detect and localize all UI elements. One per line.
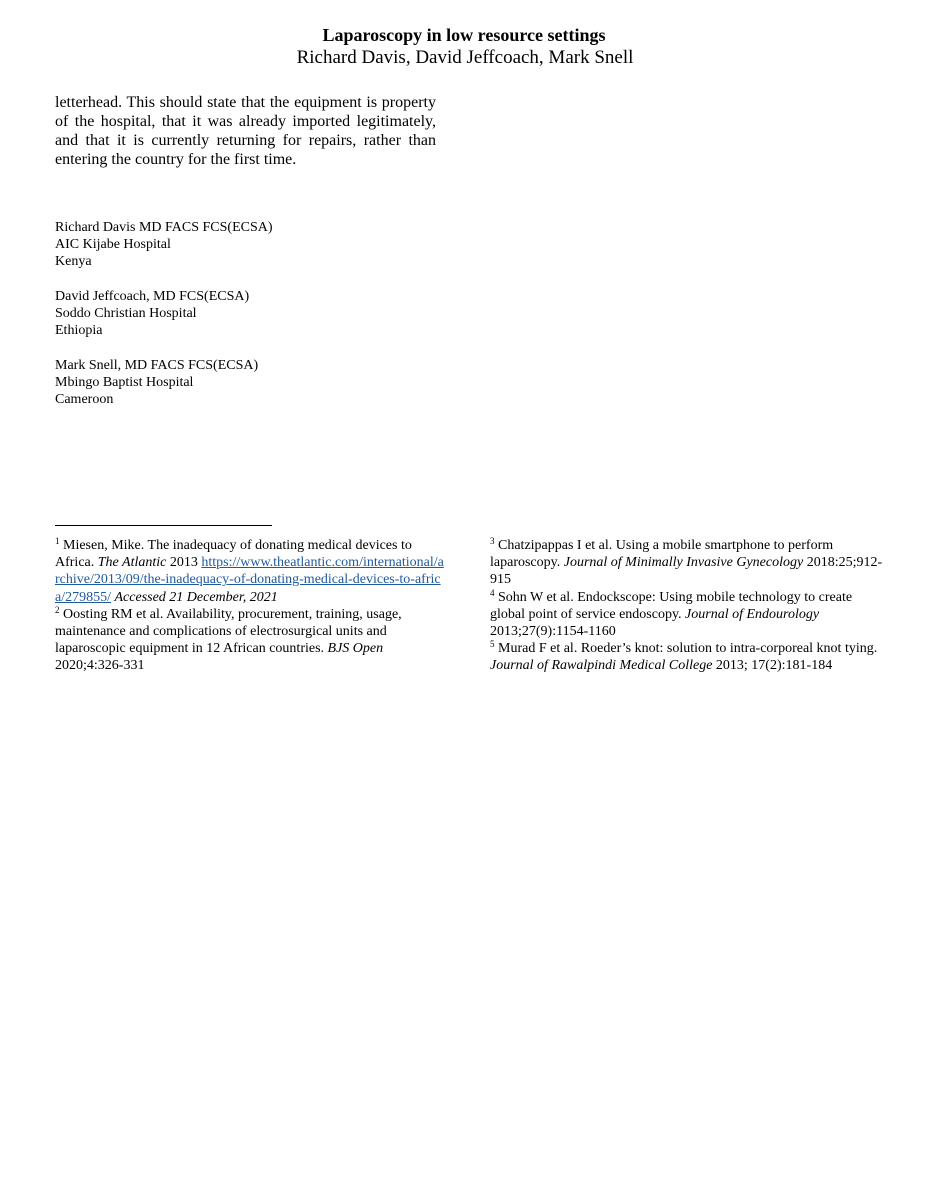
footnote-number: 3: [490, 536, 495, 546]
footnote-text: Murad F et al. Roeder’s knot: solution to intra-corporeal knot tying.: [498, 641, 878, 657]
footnote-number: 1: [55, 536, 60, 546]
affiliation-country: Cameroon: [55, 392, 114, 407]
affiliation-institution: Soddo Christian Hospital: [55, 306, 197, 321]
footnote-number: 2: [55, 604, 60, 615]
footnote-4: [490, 589, 885, 641]
affiliation-name: Richard Davis MD FACS FCS(ECSA): [55, 220, 273, 235]
page-authors: Richard Davis, David Jeffcoach, Mark Snell: [296, 47, 634, 68]
footnote-3: [490, 537, 885, 589]
footnote-number: 5: [490, 639, 495, 650]
footnote-url-link[interactable]: https://www.theatlantic.com/international/archive/2013/09/the-inadequacy-of-donating-medical-devices-to-africa/279855/: [55, 555, 444, 605]
affiliation-institution: AIC Kijabe Hospital: [55, 237, 171, 252]
footnote-1: [55, 537, 445, 606]
footnote-journal: BJS Open: [327, 641, 384, 657]
footnote-2: [55, 606, 445, 675]
footnote-5: [490, 640, 885, 674]
footnote-journal: Journal of Minimally Invasive Gynecology: [563, 555, 804, 571]
footnote-citation: 2020;4:326-331: [55, 658, 145, 674]
affiliation-country: Kenya: [55, 254, 92, 269]
affiliation-block: [55, 219, 273, 270]
footnote-citation: 2013; 17(2):181-184: [715, 658, 833, 674]
footnote-text: Sohn W et al. Endockscope: Using mobile technology to create global point of service endoscopy.: [490, 589, 853, 622]
footnotes-left-column: [55, 537, 445, 675]
page-header: [0, 24, 926, 70]
affiliation-country: Ethiopia: [55, 323, 103, 338]
footnote-text: Miesen, Mike. The inadequacy of donating medical devices to Africa.: [55, 538, 412, 571]
footnote-citation: 2013;27(9):1154-1160: [490, 624, 616, 640]
footnote-text: Chatzipappas I et al. Using a mobile smartphone to perform laparoscopy.: [490, 538, 834, 571]
author-affiliations: [55, 219, 273, 426]
footnote-number: 4: [490, 587, 495, 598]
page-title: Laparoscopy in low resource settings: [322, 25, 606, 45]
affiliation-block: [55, 357, 273, 408]
footnote-citation: 2018:25;912-915: [490, 555, 883, 588]
footnote-text: Oosting RM et al. Availability, procurement, training, usage, maintenance and complications of electrosurgical units and laparoscopic equipment in 12 African countries.: [55, 606, 402, 657]
footnote-journal: The Atlantic: [97, 555, 167, 571]
footnote-separator: [55, 525, 272, 526]
footnote-year: 2013: [169, 555, 198, 571]
affiliation-block: [55, 288, 273, 339]
affiliation-name: Mark Snell, MD FACS FCS(ECSA): [55, 358, 259, 373]
affiliation-name: David Jeffcoach, MD FCS(ECSA): [55, 289, 250, 304]
affiliation-institution: Mbingo Baptist Hospital: [55, 375, 194, 390]
footnote-journal: Journal of Rawalpindi Medical College: [490, 658, 713, 674]
footnotes-right-column: [490, 537, 885, 675]
footnote-journal: Journal of Endourology: [685, 606, 820, 622]
body-text: [55, 93, 436, 169]
body-paragraph: letterhead. This should state that the equipment is property of the hospital, that it was already imported legitimately, and that it is currently returning for repairs, rather than entering the country for the first time.: [55, 94, 436, 168]
footnote-accessed: Accessed 21 December, 2021: [114, 589, 278, 605]
